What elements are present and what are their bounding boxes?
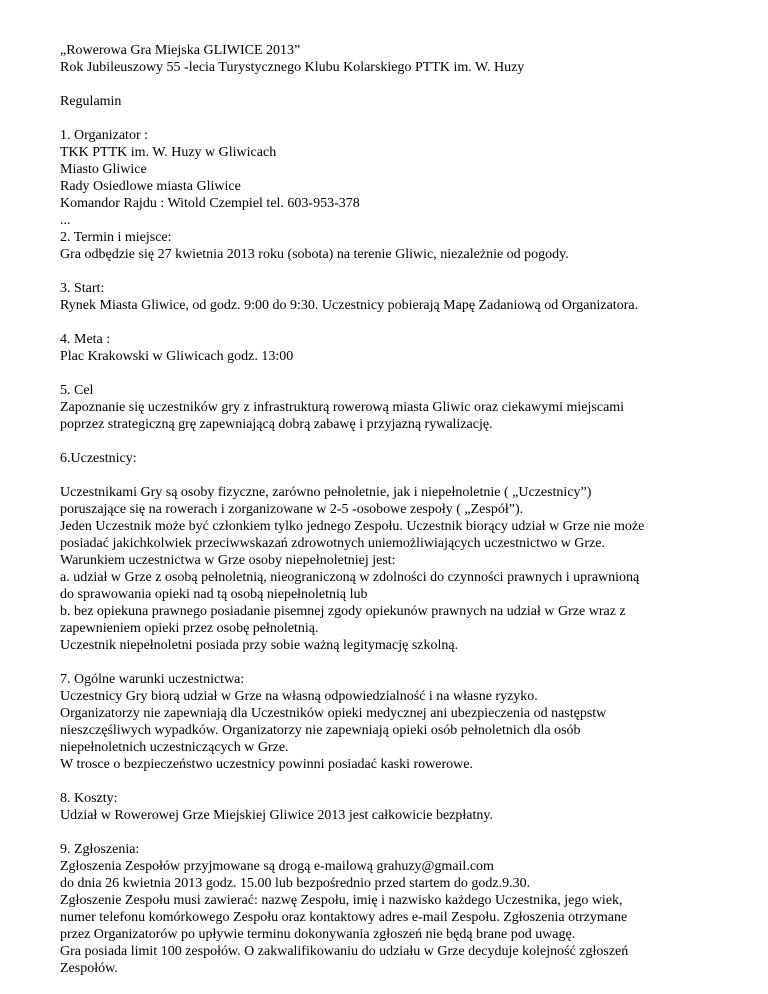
document-subtitle: Rok Jubileuszowy 55 -lecia Turystycznego Klubu Kolarskiego PTTK im. W. Huzy — [60, 60, 525, 75]
paragraph-line: zapewnieniem opieki przez osobę pełnoletnią. — [60, 621, 319, 636]
spacer — [60, 263, 750, 280]
spacer — [60, 467, 750, 484]
document-page — [60, 42, 750, 977]
paragraph-line: do dnia 26 kwietnia 2013 godz. 15.00 lub bezpośrednio przed startem do godz.9.30. — [60, 876, 531, 891]
paragraph-line: Uczestnicy Gry biorą udział w Grze na własną odpowiedzialność i na własne ryzyko. — [60, 689, 538, 704]
paragraph-line: Rynek Miasta Gliwice, od godz. 9:00 do 9:30. Uczestnicy pobierają Mapę Zadaniową od Organizatora. — [60, 298, 639, 313]
spacer — [60, 654, 750, 671]
paragraph-line: poruszające się na rowerach i zorganizowane w 2-5 -osobowe zespoły ( „Zespół”). — [60, 502, 524, 517]
document-section — [60, 484, 750, 654]
paragraph-line: Warunkiem uczestnictwa w Grze osoby niepełnoletniej jest: — [60, 553, 396, 568]
paragraph-line: 6.Uczestnicy: — [60, 451, 137, 466]
document-heading: Regulamin — [60, 94, 122, 109]
paragraph-line: 4. Meta : — [60, 332, 111, 347]
paragraph-line: Komandor Rajdu : Witold Czempiel tel. 603-953-378 — [60, 196, 360, 211]
spacer — [60, 110, 750, 127]
paragraph-line: 1. Organizator : — [60, 128, 148, 143]
paragraph-line: Rady Osiedlowe miasta Gliwice — [60, 179, 241, 194]
paragraph-line: 8. Koszty: — [60, 791, 118, 806]
spacer — [60, 76, 750, 93]
paragraph-line: Uczestnik niepełnoletni posiada przy sobie ważną legitymację szkolną. — [60, 638, 459, 653]
paragraph-line: 2. Termin i miejsce: — [60, 230, 172, 245]
paragraph-line: Plac Krakowski w Gliwicach godz. 13:00 — [60, 349, 294, 364]
paragraph-line: TKK PTTK im. W. Huzy w Gliwicach — [60, 145, 277, 160]
paragraph-line: W trosce o bezpieczeństwo uczestnicy powinni posiadać kaski rowerowe. — [60, 757, 473, 772]
document-section — [60, 280, 750, 314]
paragraph-line: przez Organizatorów po upływie terminu dokonywania zgłoszeń nie będą brane pod uwagę. — [60, 927, 576, 942]
paragraph-line: nieszczęśliwych wypadków. Organizatorzy nie zapewniają opieki osób pełnoletnich dla osób — [60, 723, 581, 738]
paragraph-line: 9. Zgłoszenia: — [60, 842, 140, 857]
paragraph-line: numer telefonu komórkowego Zespołu oraz kontaktowy adres e-mail Zespołu. Zgłoszenia otrzymane — [60, 910, 628, 925]
paragraph-line: Jeden Uczestnik może być członkiem tylko jednego Zespołu. Uczestnik biorący udział w Grze nie może — [60, 519, 645, 534]
paragraph-line: poprzez strategiczną grę zapewniającą dobrą zabawę i przyjazną rywalizację. — [60, 417, 493, 432]
paragraph-line: Gra odbędzie się 27 kwietnia 2013 roku (sobota) na terenie Gliwic, niezależnie od pogody. — [60, 247, 569, 262]
paragraph-line: posiadać jakichkolwiek przeciwwskazań zdrowotnych uniemożliwiających uczestnictwo w Grze. — [60, 536, 606, 551]
paragraph-line: Zapoznanie się uczestników gry z infrastrukturą rowerową miasta Gliwic oraz ciekawymi miejscami — [60, 400, 625, 415]
paragraph-line: a. udział w Grze z osobą pełnoletnią, nieograniczoną w zdolności do czynności prawnych i uprawnioną — [60, 570, 640, 585]
spacer — [60, 824, 750, 841]
spacer — [60, 773, 750, 790]
paragraph-line: Zespołów. — [60, 961, 118, 976]
document-section — [60, 450, 750, 467]
spacer — [60, 365, 750, 382]
paragraph-line: 3. Start: — [60, 281, 105, 296]
document-section — [60, 841, 750, 977]
paragraph-line: ... — [60, 213, 71, 228]
document-section — [60, 671, 750, 773]
paragraph-line: 7. Ogólne warunki uczestnictwa: — [60, 672, 245, 687]
paragraph-line: Uczestnikami Gry są osoby fizyczne, zarówno pełnoletnie, jak i niepełnoletnie ( „Uczestnicy”) — [60, 485, 592, 500]
document-section — [60, 790, 750, 824]
document-section — [60, 382, 750, 433]
paragraph-line: Gra posiada limit 100 zespołów. O zakwalifikowaniu do udziału w Grze decyduje kolejność zgłoszeń — [60, 944, 629, 959]
document-title: „Rowerowa Gra Miejska GLIWICE 2013” — [60, 43, 301, 58]
document-section — [60, 331, 750, 365]
paragraph-line: niepełnoletnich uczestniczących w Grze. — [60, 740, 289, 755]
paragraph-line: Zgłoszenia Zespołów przyjmowane są drogą e-mailową grahuzy@gmail.com — [60, 859, 494, 874]
spacer — [60, 314, 750, 331]
paragraph-line: do sprawowania opieki nad tą osobą niepełnoletnią lub — [60, 587, 368, 602]
document-section — [60, 127, 750, 263]
paragraph-line: Zgłoszenie Zespołu musi zawierać: nazwę Zespołu, imię i nazwisko każdego Uczestnika, jego wiek, — [60, 893, 623, 908]
document-sections — [60, 127, 750, 977]
paragraph-line: b. bez opiekuna prawnego posiadanie pisemnej zgody opiekunów prawnych na udział w Grze wraz z — [60, 604, 626, 619]
paragraph-line: Udział w Rowerowej Grze Miejskiej Gliwice 2013 jest całkowicie bezpłatny. — [60, 808, 493, 823]
spacer — [60, 433, 750, 450]
paragraph-line: Organizatorzy nie zapewniają dla Uczestników opieki medycznej ani ubezpieczenia od następstw — [60, 706, 607, 721]
paragraph-line: 5. Cel — [60, 383, 94, 398]
paragraph-line: Miasto Gliwice — [60, 162, 147, 177]
